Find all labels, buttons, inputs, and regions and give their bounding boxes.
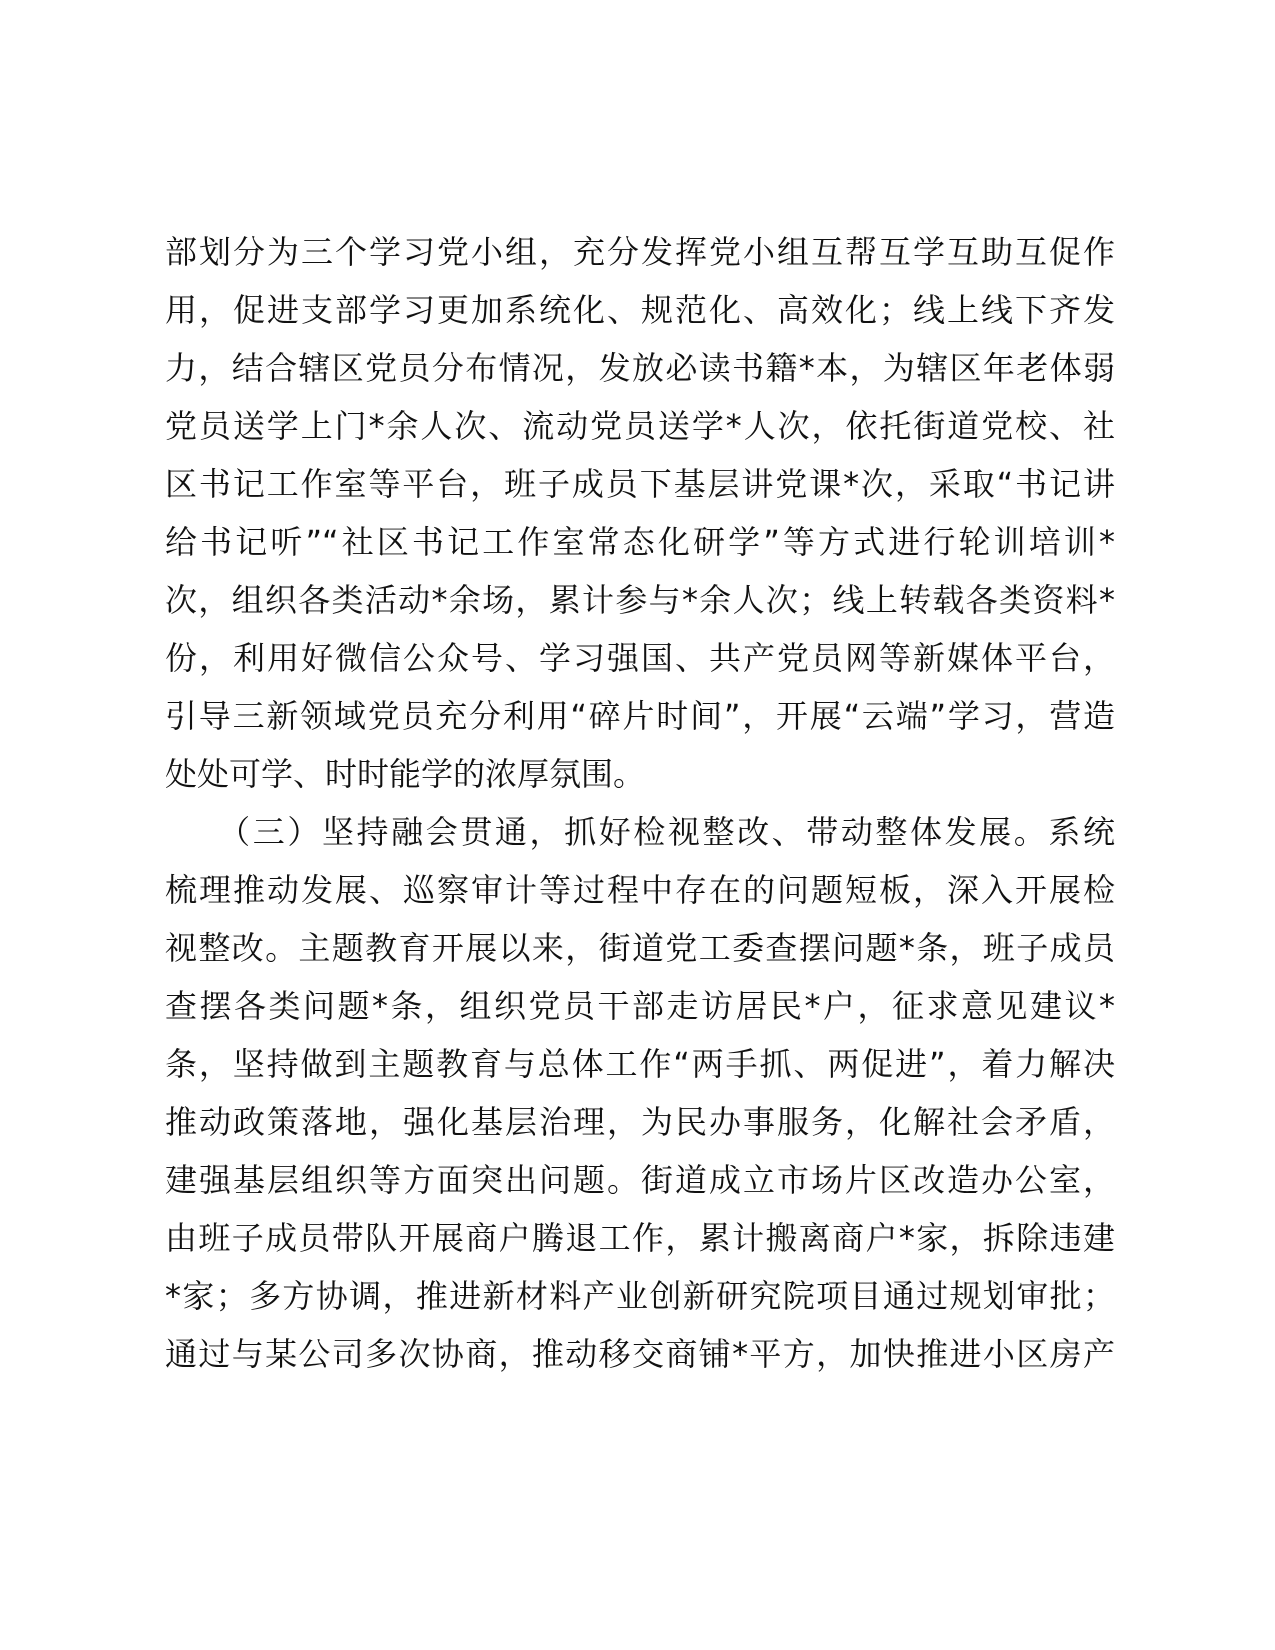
paragraph-end-line: 处处可学、时时能学的浓厚氛围。: [165, 755, 646, 793]
text-line: 份，利用好微信公众号、学习强国、共产党员网等新媒体平台，: [165, 639, 1115, 677]
text-line: 引导三新领域党员充分利用“碎片时间”，开展“云端”学习，营造: [165, 697, 1115, 735]
text-line: 部划分为三个学习党小组，充分发挥党小组互帮互学互助互促作: [165, 233, 1115, 271]
text-line: 视整改。主题教育开展以来，街道党工委查摆问题*条，班子成员: [165, 929, 1115, 967]
text-line: 推动政策落地，强化基层治理，为民办事服务，化解社会矛盾，: [165, 1103, 1115, 1141]
text-line: 由班子成员带队开展商户腾退工作，累计搬离商户*家，拆除违建: [165, 1219, 1115, 1257]
text-line: 次，组织各类活动*余场，累计参与*余人次；线上转载各类资料*: [165, 581, 1115, 619]
text-line: 给书记听”“社区书记工作室常态化研学”等方式进行轮训培训*: [165, 523, 1115, 561]
text-line: 建强基层组织等方面突出问题。街道成立市场片区改造办公室，: [165, 1161, 1115, 1199]
text-line: 区书记工作室等平台，班子成员下基层讲党课*次，采取“书记讲: [165, 465, 1115, 503]
text-line: 力，结合辖区党员分布情况，发放必读书籍*本，为辖区年老体弱: [165, 349, 1115, 387]
text-line: 通过与某公司多次协商，推动移交商铺*平方，加快推进小区房产: [165, 1335, 1115, 1373]
text-line: 梳理推动发展、巡察审计等过程中存在的问题短板，深入开展检: [165, 871, 1115, 909]
section-heading-line: （三）坚持融会贯通，抓好检视整改、带动整体发展。系统: [165, 813, 1115, 851]
text-line: 用，促进支部学习更加系统化、规范化、高效化；线上线下齐发: [165, 291, 1115, 329]
text-line: 党员送学上门*余人次、流动党员送学*人次，依托街道党校、社: [165, 407, 1115, 445]
text-line: 条，坚持做到主题教育与总体工作“两手抓、两促进”，着力解决: [165, 1045, 1115, 1083]
text-line: 查摆各类问题*条，组织党员干部走访居民*户，征求意见建议*: [165, 987, 1115, 1025]
text-line: *家；多方协调，推进新材料产业创新研究院项目通过规划审批；: [165, 1277, 1115, 1315]
body-text: [165, 223, 1115, 1383]
